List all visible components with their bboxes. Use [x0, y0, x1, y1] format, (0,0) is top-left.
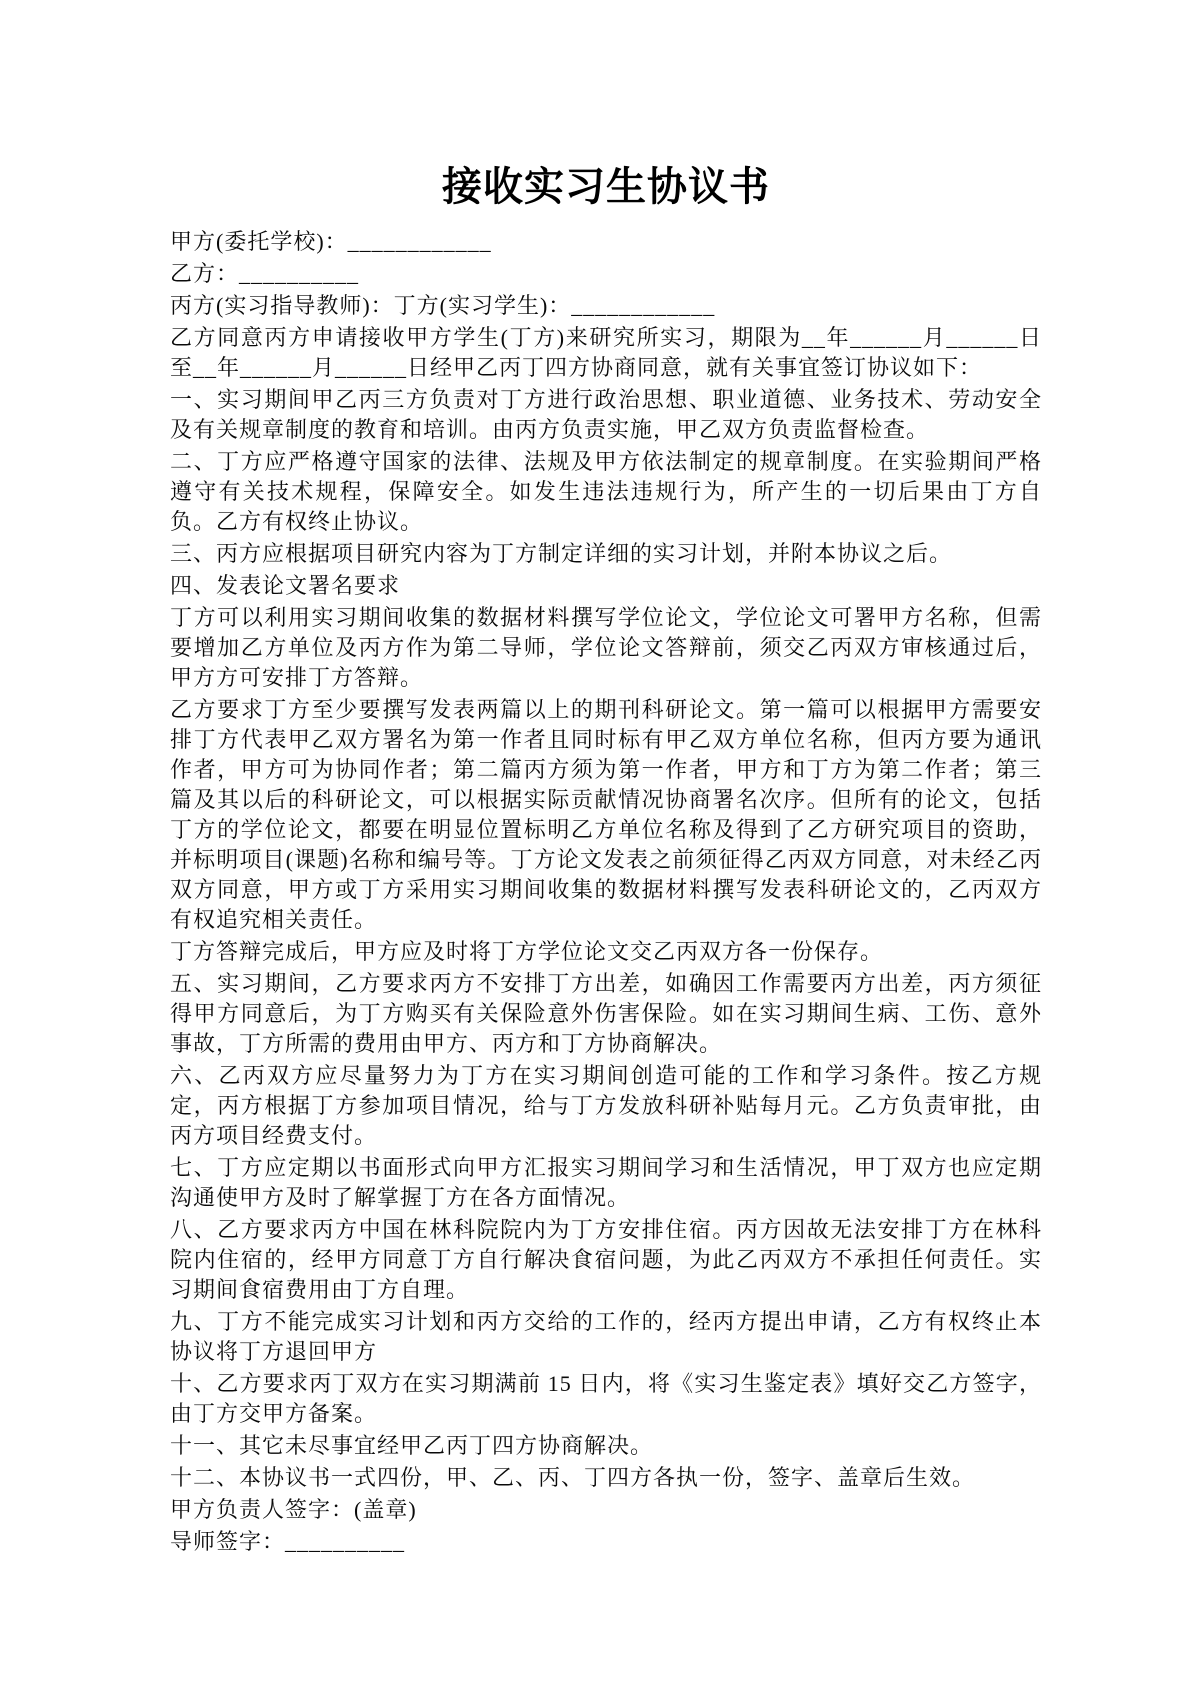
document-body	[170, 227, 1042, 1557]
clause-10: 十、乙方要求丙丁双方在实习期满前 15 日内，将《实习生鉴定表》填好交乙方签字，由丁方交甲方备案。	[170, 1371, 1042, 1426]
clause-4-paragraph-1: 丁方可以利用实习期间收集的数据材料撰写学位论文，学位论文可署甲方名称，但需要增加乙方单位及丙方作为第二导师，学位论文答辩前，须交乙丙双方审核通过后，甲方方可安排丁方答辩。	[170, 605, 1042, 690]
party-a-line: 甲方(委托学校)：____________	[170, 229, 492, 254]
clause-8: 八、乙方要求丙方中国在林科院院内为丁方安排住宿。丙方因故无法安排丁方在林科院内住宿的，经甲方同意丁方自行解决食宿问题，为此乙丙双方不承担任何责任。实习期间食宿费用由丁方自理。	[170, 1217, 1042, 1302]
clause-7: 七、丁方应定期以书面形式向甲方汇报实习期间学习和生活情况，甲丁双方也应定期沟通使甲方及时了解掌握丁方在各方面情况。	[170, 1155, 1042, 1210]
signature-party-a-line: 甲方负责人签字：(盖章)	[170, 1497, 417, 1522]
preamble-paragraph: 乙方同意丙方申请接收甲方学生(丁方)来研究所实习，期限为__年______月______日至__年______月______日经甲乙丙丁四方协商同意，就有关事宜签订协议如下：	[170, 325, 1042, 380]
clause-4-paragraph-2: 乙方要求丁方至少要撰写发表两篇以上的期刊科研论文。第一篇可以根据甲方需要安排丁方代表甲乙双方署名为第一作者且同时标有甲乙双方单位名称，但丙方要为通讯作者，甲方可为协同作者；第二篇丙方须为第一作者，甲方和丁方为第二作者；第三篇及其以后的科研论文，可以根据实际贡献情况协商署名次序。但所有的论文，包括丁方的学位论文，都要在明显位置标明乙方单位名称及得到了乙方研究项目的资助，并标明项目(课题)名称和编号等。丁方论文发表之前须征得乙丙双方同意，对未经乙丙双方同意，甲方或丁方采用实习期间收集的数据材料撰写发表科研论文的，乙丙双方有权追究相关责任。	[170, 697, 1042, 932]
document-title: 接收实习生协议书	[442, 164, 770, 209]
clause-12: 十二、本协议书一式四份，甲、乙、丙、丁四方各执一份，签字、盖章后生效。	[170, 1465, 976, 1490]
party-c-d-line: 丙方(实习指导教师)：丁方(实习学生)：____________	[170, 293, 716, 318]
clause-2: 二、丁方应严格遵守国家的法律、法规及甲方依法制定的规章制度。在实验期间严格遵守有关技术规程，保障安全。如发生违法违规行为，所产生的一切后果由丁方自负。乙方有权终止协议。	[170, 449, 1042, 534]
clause-9: 九、丁方不能完成实习计划和丙方交给的工作的，经丙方提出申请，乙方有权终止本协议将丁方退回甲方	[170, 1309, 1042, 1364]
clause-4-paragraph-3: 丁方答辩完成后，甲方应及时将丁方学位论文交乙丙双方各一份保存。	[170, 939, 884, 964]
party-b-line: 乙方：__________	[170, 261, 360, 286]
signature-mentor-line: 导师签字：__________	[170, 1529, 406, 1554]
clause-1: 一、实习期间甲乙丙三方负责对丁方进行政治思想、职业道德、业务技术、劳动安全及有关规章制度的教育和培训。由丙方负责实施，甲乙双方负责监督检查。	[170, 387, 1042, 442]
clause-3: 三、丙方应根据项目研究内容为丁方制定详细的实习计划，并附本协议之后。	[170, 541, 953, 566]
clause-5: 五、实习期间，乙方要求丙方不安排丁方出差，如确因工作需要丙方出差，丙方须征得甲方同意后，为丁方购买有关保险意外伤害保险。如在实习期间生病、工伤、意外事故，丁方所需的费用由甲方、丙方和丁方协商解决。	[170, 971, 1042, 1056]
clause-6: 六、乙丙双方应尽量努力为丁方在实习期间创造可能的工作和学习条件。按乙方规定，丙方根据丁方参加项目情况，给与丁方发放科研补贴每月元。乙方负责审批，由丙方项目经费支付。	[170, 1063, 1042, 1148]
clause-11: 十一、其它未尽事宜经甲乙丙丁四方协商解决。	[170, 1433, 654, 1458]
clause-4-heading: 四、发表论文署名要求	[170, 573, 401, 598]
